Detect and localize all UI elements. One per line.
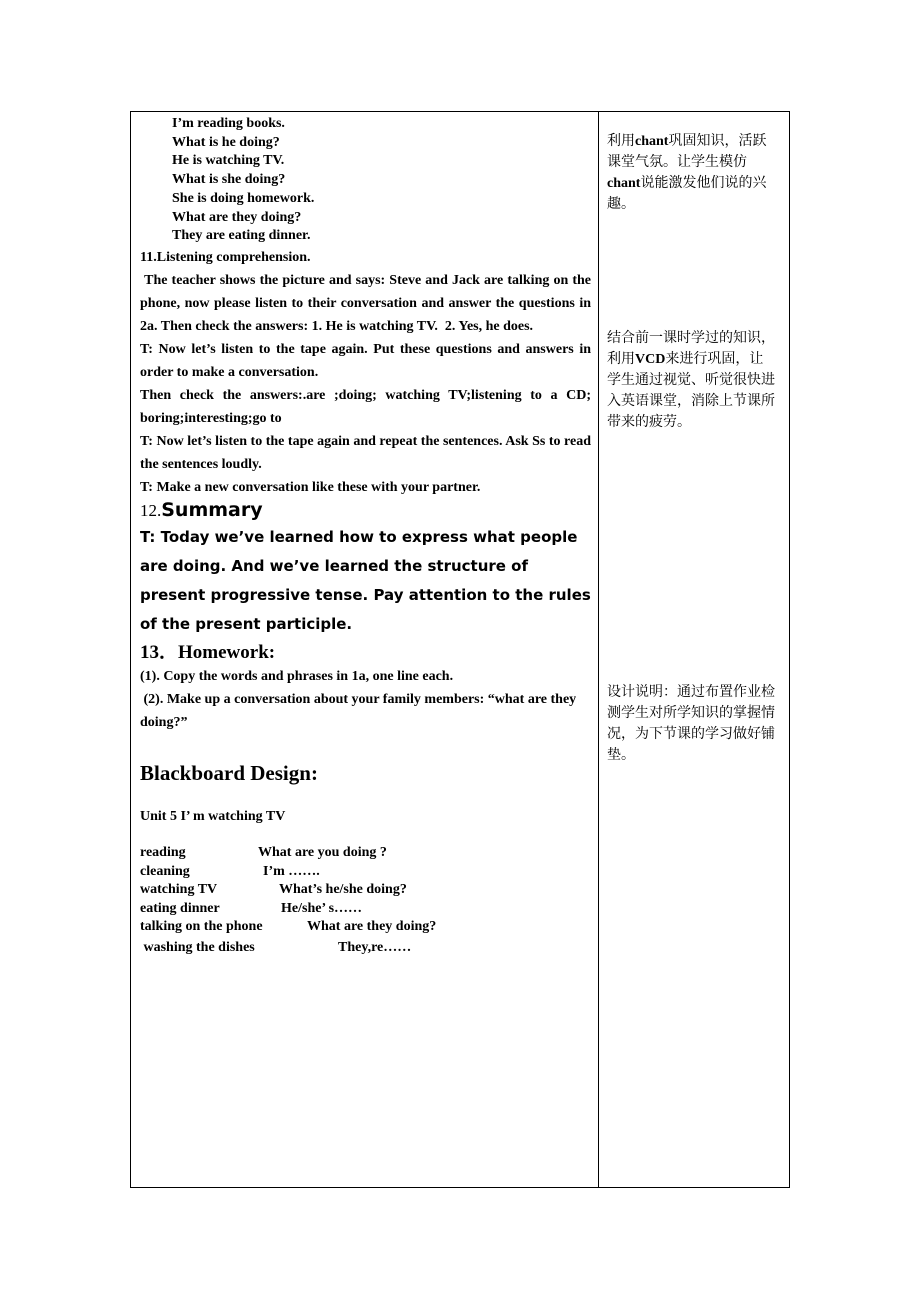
chant-line: What is he doing? (172, 134, 280, 150)
blackboard-sentence: What are you doing ? (258, 844, 387, 860)
blackboard-verb: washing the dishes (140, 939, 255, 955)
note-chant (607, 131, 777, 215)
lesson-table (130, 111, 790, 1188)
summary-title: Summary (161, 498, 263, 521)
blackboard-sentence: He/she’ s…… (281, 900, 363, 916)
blackboard-title: Blackboard Design: (140, 760, 318, 785)
blackboard-sentence: I’m ……. (263, 863, 320, 879)
blackboard-design (140, 845, 591, 959)
blackboard-verb: watching TV (140, 882, 218, 898)
note-homework: 设计说明：通过布置作业检测学生对所学知识的掌握情况，为下节课的学习做好铺垫。 (607, 684, 775, 763)
summary-text: T: Today we’ve learned how to express what people are doing. And we’ve learned the structure of present progressive tense. Pay attention to the rules of the present participle. (140, 527, 591, 633)
blackboard-verb: talking on the phone (140, 919, 263, 935)
blackboard-unit: Unit 5 I’ m watching TV (140, 808, 286, 824)
listening-paragraph: The teacher shows the picture and says: Steve and Jack are talking on the phone, now please listen to their conversation and answer the questions in 2a. Then check the answers: 1. He is watching TV. 2. Yes, he does. (140, 272, 595, 334)
homework-item: (2). Make up a conversation about your family members: “what are they doing?” (140, 691, 580, 730)
note-term: chant (635, 134, 669, 149)
blackboard-sentence: What’s he/she doing? (279, 882, 407, 898)
note-term: VCD (635, 352, 666, 367)
listening-heading: 11.Listening comprehension. (140, 249, 311, 265)
chant-line: I’m reading books. (172, 116, 285, 131)
chant-line: She is doing homework. (172, 190, 315, 206)
blackboard-sentence: What are they doing? (307, 919, 437, 935)
procedure-column (140, 115, 595, 958)
blackboard-row (140, 919, 591, 938)
listening-paragraph: T: Now let’s listen to the tape again. Put these questions and answers in order to make a conversation. (140, 341, 591, 380)
note-text: 结合前一课时学过的知识，利用 (607, 330, 775, 367)
blackboard-row (140, 882, 591, 901)
blackboard-row (140, 845, 591, 864)
note-text: 说能激发他们说的兴趣。 (607, 175, 767, 212)
blackboard-row (140, 864, 591, 883)
listening-paragraph: T: Make a new conversation like these with your partner. (140, 479, 481, 495)
chant-line: What is she doing? (172, 172, 286, 188)
summary-number: 12. (140, 500, 162, 520)
note-vcd (607, 328, 777, 433)
note-text: 来进行巩固，让学生通过视觉、听觉很快进入英语课堂，消除上节课所带来的疲劳。 (607, 351, 775, 430)
homework-heading: 13．Homework: (140, 641, 276, 663)
blackboard-row (140, 901, 591, 920)
note-term: chant (607, 176, 641, 191)
chant-line: They are eating dinner. (172, 228, 311, 244)
chant-line: What are they doing? (172, 209, 302, 225)
note-text: 利用 (607, 133, 635, 149)
listening-paragraph: Then check the answers:.are ;doing; watching TV;listening to a CD; boring;interesting;go to (140, 387, 591, 426)
blackboard-verb: reading (140, 844, 186, 860)
summary-heading (140, 499, 591, 523)
blackboard-verb: cleaning (140, 863, 190, 879)
homework-item: (1). Copy the words and phrases in 1a, one line each. (140, 668, 454, 684)
blackboard-row (140, 940, 591, 959)
listening-paragraph: T: Now let’s listen to the tape again and repeat the sentences. Ask Ss to read the sentences loudly. (140, 433, 591, 472)
blackboard-verb: eating dinner (140, 900, 220, 916)
chant-line: He is watching TV. (172, 153, 285, 169)
blackboard-sentence: They,re…… (338, 939, 412, 955)
column-divider (598, 112, 599, 1187)
note-text: 巩固知识，活跃课堂气氛。让学生模仿 (607, 133, 767, 170)
